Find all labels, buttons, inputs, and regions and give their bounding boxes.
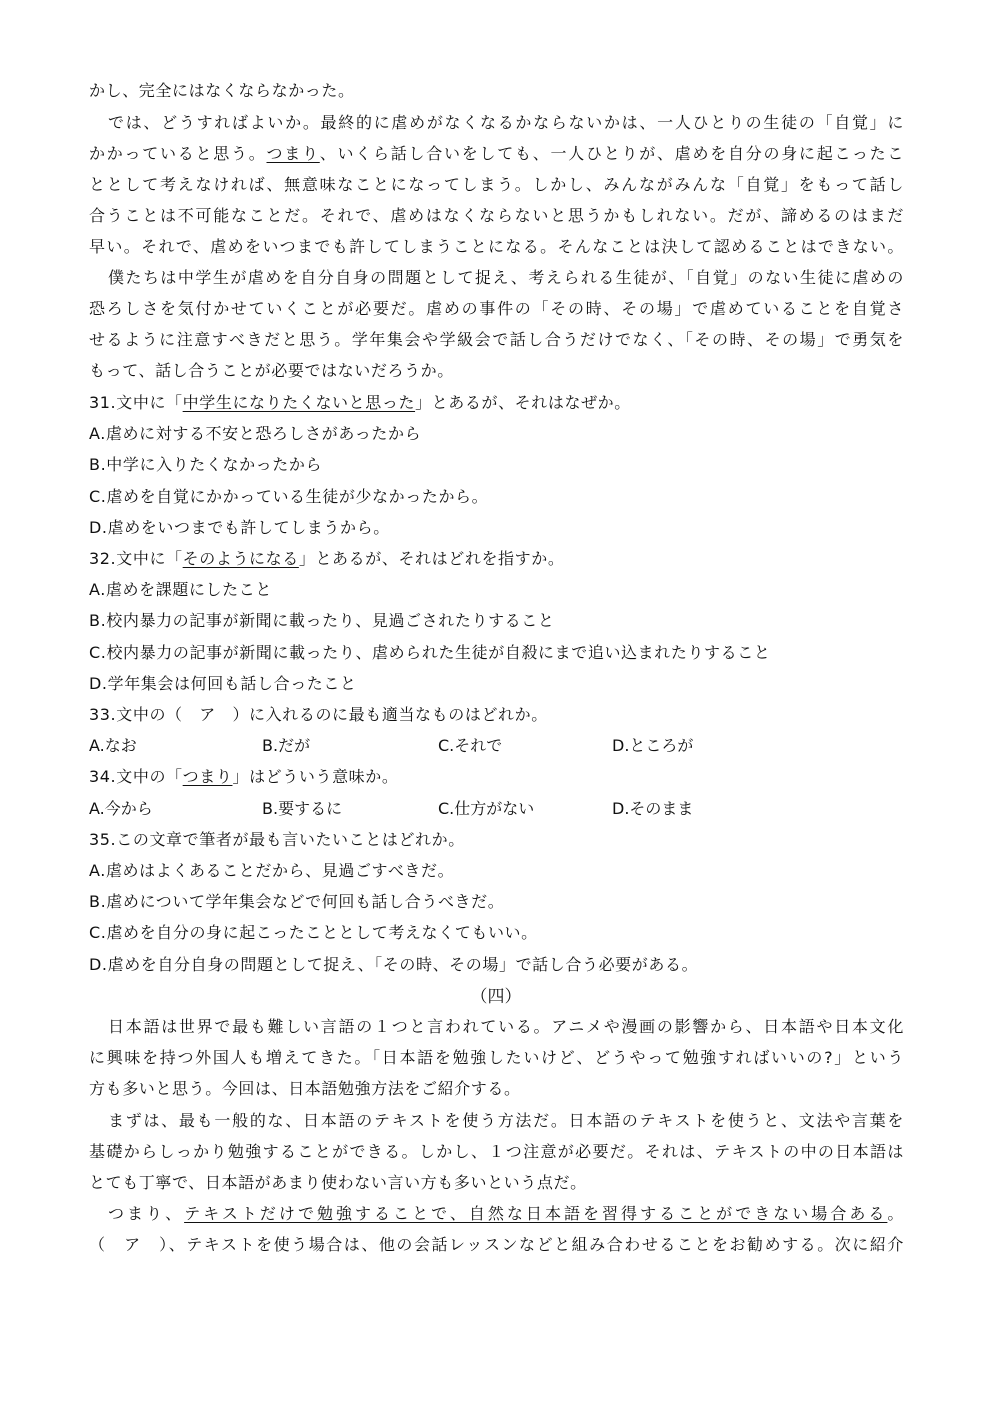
option-d: D.学年集会は何回も話し合ったこと bbox=[89, 674, 357, 693]
option-c: C.虐めを自分の身に起こったこととして考えなくてもいい。 bbox=[89, 923, 538, 942]
passage-line: 基礎からしっかり勉強することができる。しかし、１つ注意が必要だ。それは、テキストの中の日本語は bbox=[89, 1142, 904, 1161]
option-d: D.ところが bbox=[612, 736, 694, 755]
passage-line: せるように注意すべきだと思う。学年集会や学級会で話し合うだけでなく、「その時、その場」で勇気を bbox=[89, 330, 904, 349]
passage-line: ととして考えなければ、無意味なことになってしまう。しかし、みんながみんな「自覚」をもって話し bbox=[89, 175, 904, 194]
underlined-sentence: テキストだけで勉強することで、自然な日本語を習得することができない場合ある bbox=[184, 1204, 888, 1223]
option-a: A.虐めはよくあることだから、見過ごすべきだ。 bbox=[89, 861, 455, 880]
option-b: B.だが bbox=[262, 736, 311, 755]
section-heading: （四） bbox=[470, 987, 522, 1007]
question-text: 32.文中に「 bbox=[89, 549, 183, 568]
option-c: C.虐めを自覚にかかっている生徒が少なかったから。 bbox=[89, 487, 489, 506]
underlined-term: つまり bbox=[182, 767, 233, 786]
option-c: C.仕方がない bbox=[438, 799, 535, 818]
question-text: 」とあるが、それはどれを指すか。 bbox=[298, 549, 565, 568]
option-a: A.今から bbox=[89, 799, 153, 818]
option-d: D.虐めを自分自身の問題として捉え、「その時、その場」で話し合う必要がある。 bbox=[89, 955, 699, 974]
passage-line bbox=[89, 143, 904, 174]
passage-line bbox=[89, 1203, 904, 1234]
option-a: A.虐めに対する不安と恐ろしさがあったから bbox=[89, 424, 422, 443]
option-b: B.中学に入りたくなかったから bbox=[89, 455, 323, 474]
option-b: B.校内暴力の記事が新聞に載ったり、見過ごされたりすること bbox=[89, 611, 555, 630]
passage-line: では、どうすればよいか。最終的に虐めがなくなるかならないかは、一人ひとりの生徒の「自覚」に bbox=[108, 113, 904, 132]
question-text: 31.文中に「 bbox=[89, 393, 183, 412]
passage-line: とても丁寧で、日本語があまり使わない言い方も多いという点だ。 bbox=[89, 1173, 587, 1192]
option-b: B.虐めについて学年集会などで何回も話し合うべきだ。 bbox=[89, 892, 505, 911]
option-d: D.虐めをいつまでも許してしまうから。 bbox=[89, 518, 390, 537]
question-34 bbox=[89, 766, 904, 797]
option-c: C.それで bbox=[438, 736, 503, 755]
passage-line: （ ア ）、テキストを使う場合は、他の会話レッスンなどと組み合わせることをお勧めする。次に紹介 bbox=[89, 1235, 904, 1254]
passage-line: 日本語は世界で最も難しい言語の１つと言われている。アニメや漫画の影響から、日本語や日本文化 bbox=[108, 1017, 904, 1036]
passage-line: もって、話し合うことが必要ではないだろうか。 bbox=[89, 361, 454, 380]
passage-text: かかっていると思う。 bbox=[89, 144, 267, 163]
passage-line: 僕たちは中学生が虐めを自分自身の問題として捉え、考えられる生徒が、「自覚」のない生徒に虐めの bbox=[108, 268, 904, 287]
question-text: 」はどういう意味か。 bbox=[232, 767, 399, 786]
question-text: 」とあるが、それはなぜか。 bbox=[415, 393, 631, 412]
passage-line: に興味を持つ外国人も増えてきた。「日本語を勉強したいけど、どうやって勉強すればいいの?」という bbox=[89, 1048, 904, 1067]
underlined-term: そのようになる bbox=[182, 549, 299, 568]
passage-line: まずは、最も一般的な、日本語のテキストを使う方法だ。日本語のテキストを使うと、文法や言葉を bbox=[108, 1111, 904, 1130]
passage-line: 合うことは不可能なことだ。それで、虐めはなくならないと思うかもしれない。だが、諦めるのはまだ bbox=[89, 206, 904, 225]
option-b: B.要するに bbox=[262, 799, 343, 818]
passage-line: かし、完全にはなくならなかった。 bbox=[89, 81, 355, 100]
option-c: C.校内暴力の記事が新聞に載ったり、虐められた生徒が自殺にまで追い込まれたりすること bbox=[89, 643, 771, 662]
passage-text: 。 bbox=[887, 1204, 905, 1223]
question-35: 35.この文章で筆者が最も言いたいことはどれか。 bbox=[89, 830, 465, 849]
question-text: 34.文中の「 bbox=[89, 767, 183, 786]
question-31 bbox=[89, 392, 904, 423]
underlined-term: 中学生になりたくないと思った bbox=[182, 393, 416, 412]
question-32 bbox=[89, 548, 904, 579]
option-a: A.虐めを課題にしたこと bbox=[89, 580, 272, 599]
question-33: 33.文中の（ ア ）に入れるのに最も適当なものはどれか。 bbox=[89, 705, 548, 724]
option-a: A.なお bbox=[89, 736, 137, 755]
passage-line: 方も多いと思う。今回は、日本語勉強方法をご紹介する。 bbox=[89, 1079, 521, 1098]
passage-text: つまり、 bbox=[108, 1204, 185, 1223]
passage-text: 、いくら話し合いをしても、一人ひとりが、虐めを自分の身に起こったこ bbox=[319, 144, 904, 163]
underlined-term: つまり bbox=[266, 144, 320, 163]
passage-line: 早い。それで、虐めをいつまでも許してしまうことになる。そんなことは決して認めることはできない。 bbox=[89, 237, 904, 256]
option-d: D.そのまま bbox=[612, 799, 694, 818]
passage-line: 恐ろしさを気付かせていくことが必要だ。虐めの事件の「その時、その場」で虐めていることを自覚さ bbox=[89, 299, 904, 318]
